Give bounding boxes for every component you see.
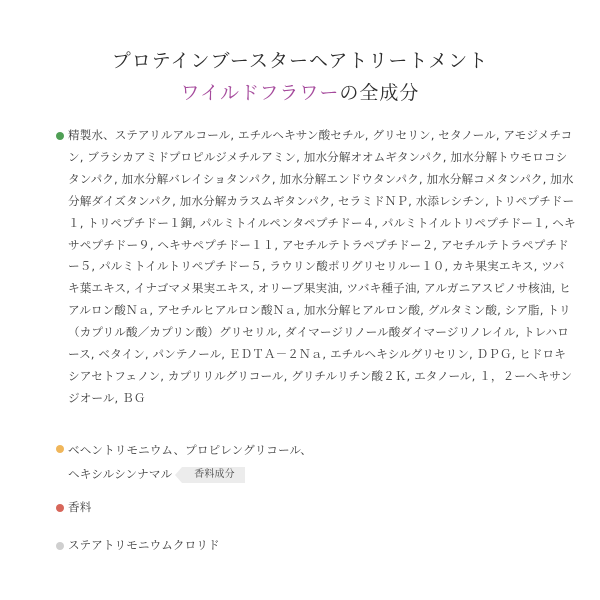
product-name-accent: ワイルドフラワー (180, 82, 340, 104)
ingredient-list-text: ステアトリモニウムクロリド (68, 538, 220, 552)
ingredient-group-other (56, 535, 576, 556)
gray-dot-icon (56, 542, 64, 550)
fragrance-component-badge: 香料成分 (182, 467, 244, 483)
ingredient-list-text (68, 438, 576, 486)
ingredient-line-2: ヘキシルシンナマル (68, 467, 173, 481)
red-dot-icon (56, 504, 64, 512)
ingredient-group-main (56, 125, 576, 410)
page-title: プロテインブースターヘアトリートメント (111, 50, 489, 72)
ingredient-group-fragrance-components (56, 438, 576, 486)
orange-dot-icon (56, 445, 64, 453)
page-subtitle (0, 78, 600, 105)
green-dot-icon (56, 132, 64, 140)
ingredient-list-text: 精製水、ステアリルアルコール, エチルヘキサン酸セチル, グリセリン, セタノール, アモジメチコン, ブラシカアミドプロピルジメチルアミン, 加水分解オオムギタンパク, 加水分解トウモロコシタンパク, 加水分解バレイショタンパク, 加水分解エンドウタンパク, 加水分解コメタンパク, 加水分解ダイズタンパク, 加水分解カラスムギタンパク, セラミドＮＰ, 水添レシチン, トリペプチドー１, トリペプチドー１銅, パルミトイルペンタペプチドー４, パルミトイルトリペプチドー１, ヘキサペプチドー９, ヘキサペプチドー１１, アセチルテトラペプチドー２, アセチルテトラペプチドー５, パルミトイルトリペプチドー５, ラウリン酸ポリグリセリルー１０, カキ果実エキス, ツバキ葉エキス, イナゴマメ果実エキス, オリーブ果実油, ツバキ種子油, アルガニアスピノサ核油, ヒアルロン酸Ｎａ, アセチルヒアルロン酸Ｎａ, 加水分解ヒアルロン酸, グルタミン酸, シア脂, トリ（カプリル酸／カプリン酸）グリセリル, ダイマージリノール酸ダイマージリノレイル, トレハロース, ベタイン, パンテノール, ＥＤＴＡ－２Ｎａ, エチルヘキシルグリセリン, ＤＰＧ, ヒドロキシアセトフェノン, カプリリルグリコール, グリチルリチン酸２Ｋ, エタノール, １，２ーヘキサンジオール, ＢＧ (68, 128, 576, 405)
ingredient-list-text: 香料 (68, 500, 92, 514)
ingredient-line-1: ベヘントリモニウム、プロピレングリコール、 (68, 443, 312, 457)
ingredient-group-fragrance (56, 497, 576, 518)
subtitle-suffix: の全成分 (339, 82, 420, 104)
